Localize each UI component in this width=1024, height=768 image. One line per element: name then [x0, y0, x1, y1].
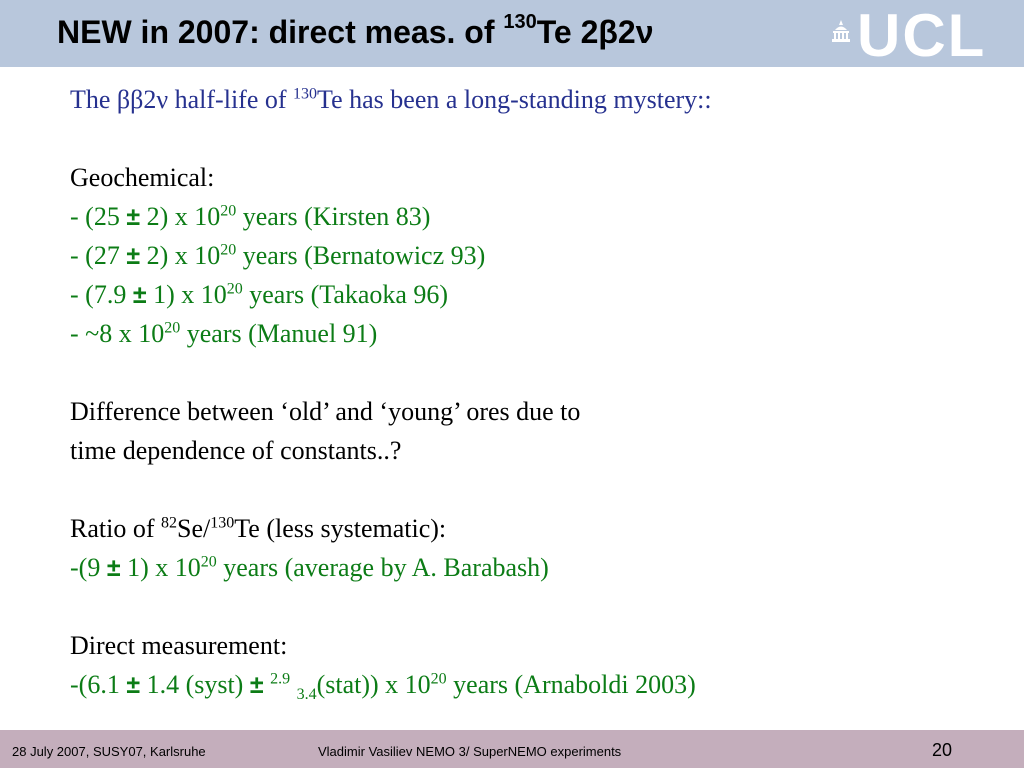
title-bar — [0, 0, 1024, 67]
geo-item-kirsten: - (25 ± 2) x $10^{20}$ years (Kirsten 83) — [70, 202, 431, 231]
slide-title: NEW in 2007: direct meas. of $^{130}$Te 2β2ν — [57, 11, 654, 50]
spacer — [70, 470, 990, 509]
footer-bar — [0, 730, 1024, 768]
geo-item-manuel: - ~8 x $10^{20}$ years (Manuel 91) — [70, 319, 378, 348]
geo-item-bernatowicz: - (27 ± 2) x $10^{20}$ years (Bernatowicz 93) — [70, 241, 486, 270]
direct-value: -(6.1 ± 1.4 (syst) ± $^{2.9}$ $_{3.4}$(stat)) x $10^{20}$ years (Arnaboldi 2003) — [70, 670, 696, 704]
slide-body — [70, 80, 990, 704]
spacer — [70, 587, 990, 626]
page-number: 20 — [932, 740, 953, 760]
geo-item-takaoka: - (7.9 ± 1) x $10^{20}$ years (Takaoka 96) — [70, 280, 449, 309]
footer-author: Vladimir Vasiliev NEMO 3/ SuperNEMO experiments — [318, 744, 622, 759]
spacer — [70, 119, 990, 158]
spacer — [70, 353, 990, 392]
ratio-heading: Ratio of $^{82}$Se/$^{130}$Te (less systematic): — [70, 514, 447, 543]
geochemical-heading: Geochemical: — [70, 163, 215, 192]
difference-line-2: time dependence of constants..? — [70, 436, 402, 465]
direct-heading: Direct measurement: — [70, 631, 288, 660]
difference-line-1: Difference between ‘old’ and ‘young’ ores due to — [70, 397, 581, 426]
ucl-dome-icon — [830, 20, 852, 42]
ratio-value: -(9 ± 1) x $10^{20}$ years (average by A. Barabash) — [70, 553, 549, 582]
intro-line: The ββ2ν half-life of $^{130}$Te has been a long-standing mystery:: — [70, 85, 712, 114]
ucl-logo: UCL — [857, 2, 987, 69]
footer-date: 28 July 2007, SUSY07, Karlsruhe — [12, 744, 206, 759]
